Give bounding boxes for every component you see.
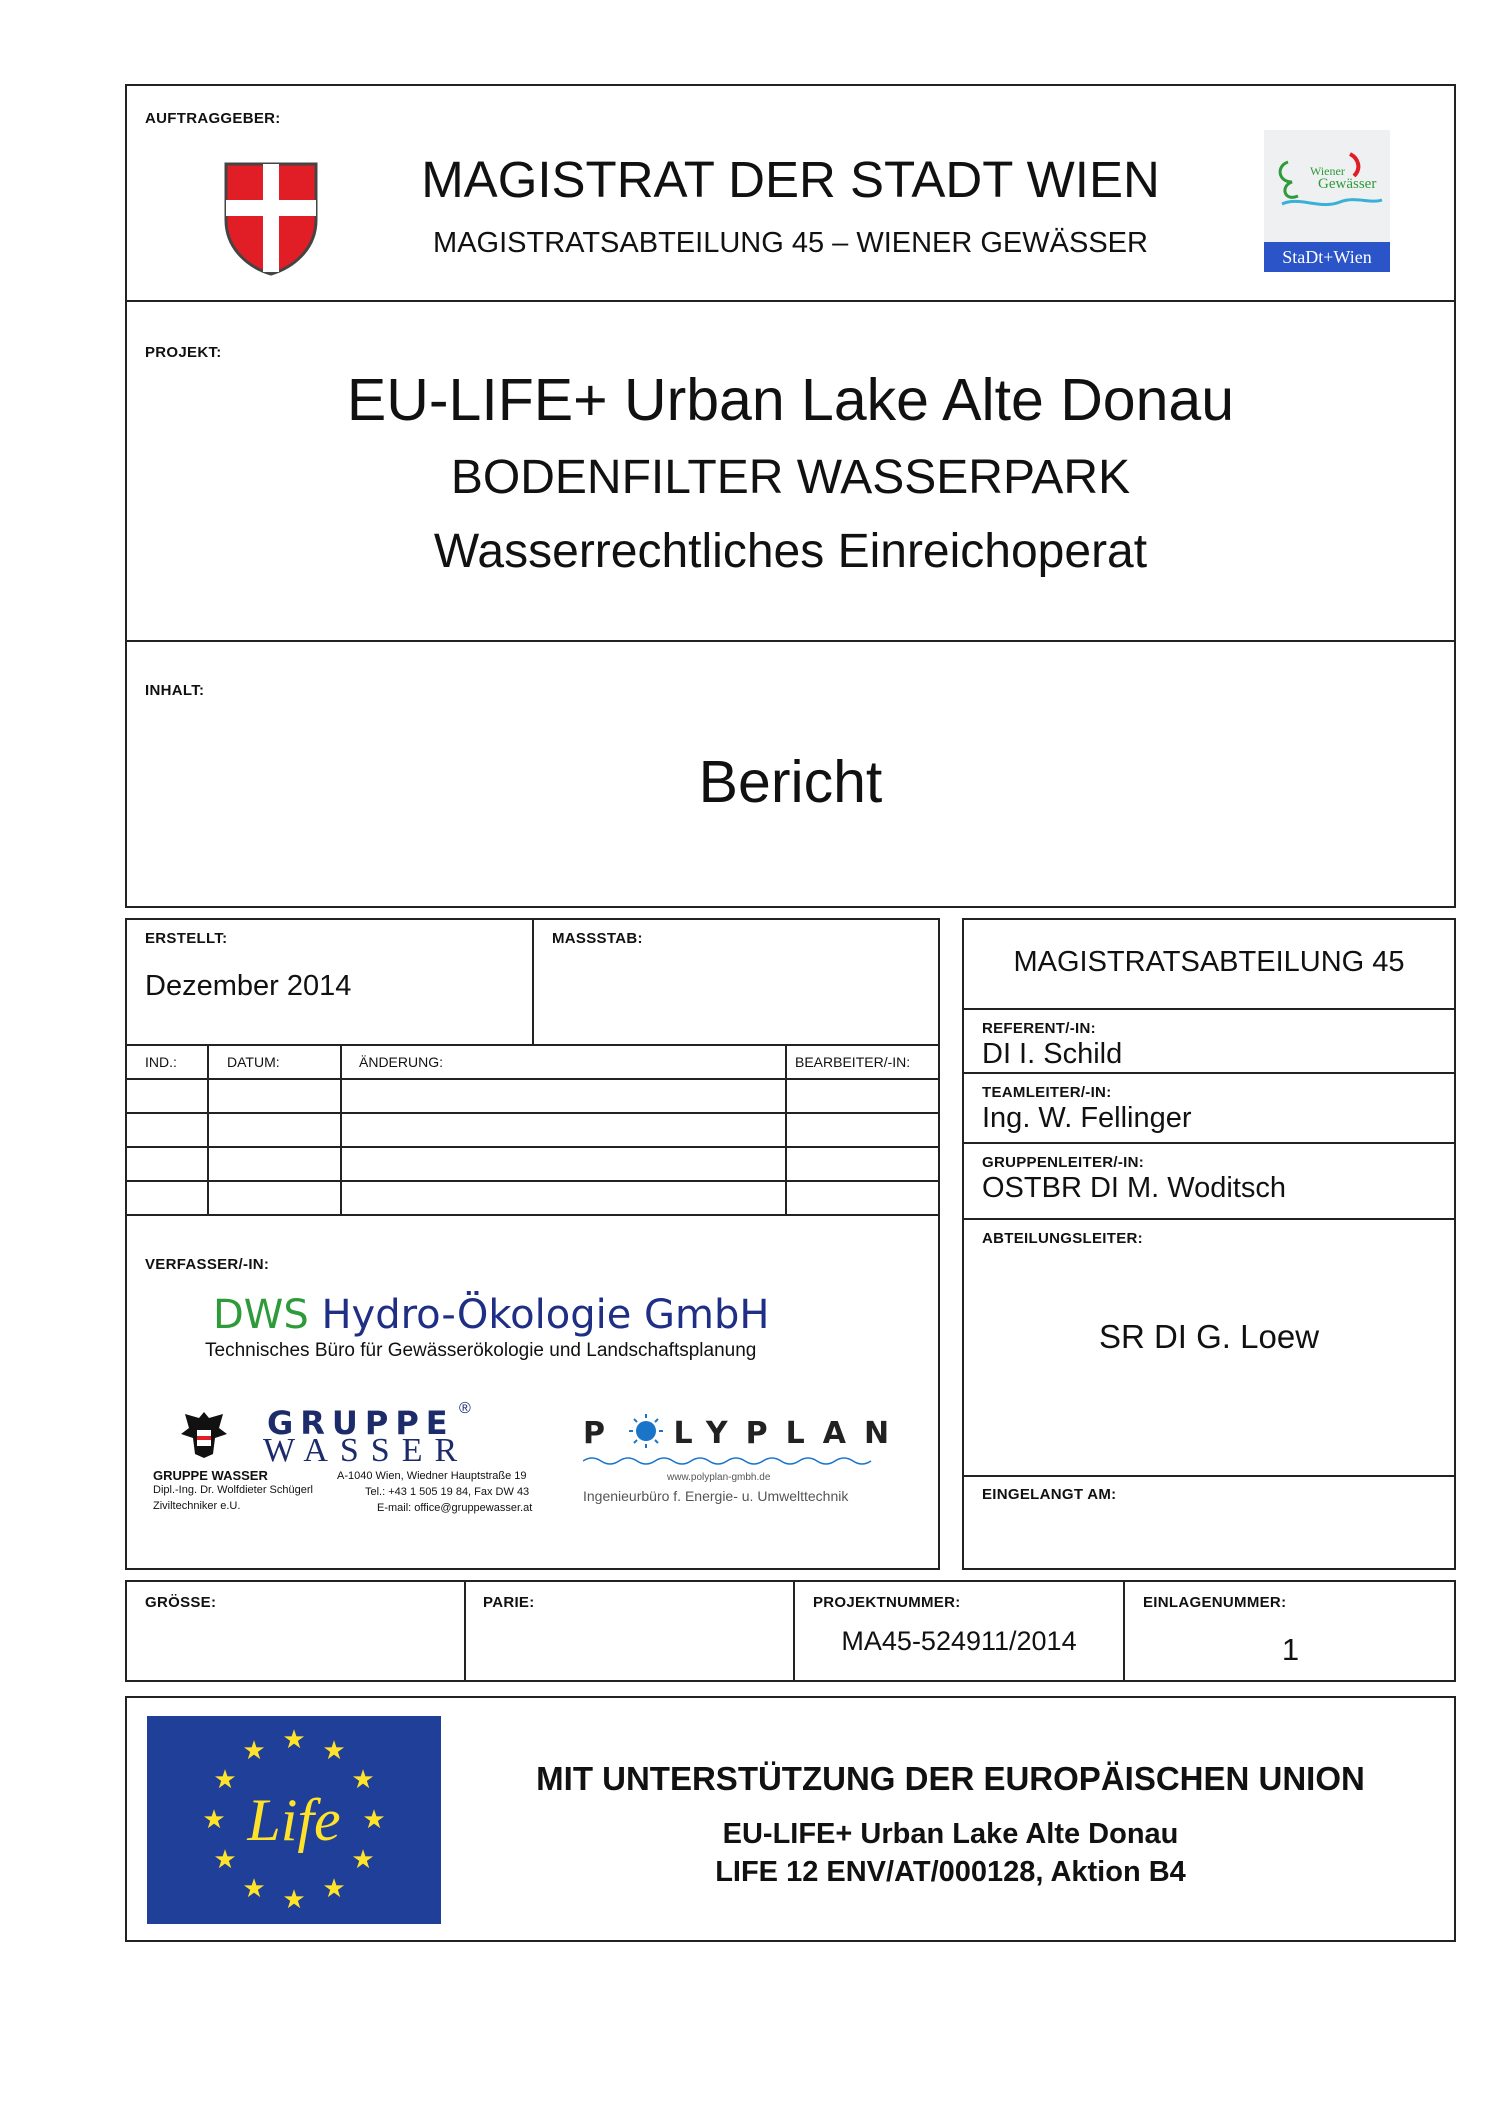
wiener-gewaesser-logo xyxy=(1264,130,1390,272)
svg-text:★: ★ xyxy=(213,1845,237,1875)
footer-col-line xyxy=(464,1582,466,1682)
parie-label: PARIE: xyxy=(483,1594,535,1611)
polyplan-url: www.polyplan-gmbh.de xyxy=(667,1472,771,1483)
created-value: Dezember 2014 xyxy=(145,970,352,1002)
gruppe-wasser-zt: Ziviltechniker e.U. xyxy=(153,1500,241,1512)
gruppe-wasser-word1: GRUPPE xyxy=(267,1404,455,1442)
gruppe-wasser-person: Dipl.-Ing. Dr. Wolfdieter Schügerl xyxy=(153,1484,313,1496)
svg-text:★: ★ xyxy=(322,1874,346,1904)
meta-block xyxy=(125,918,940,1570)
gruppe-wasser-registered: ® xyxy=(459,1400,471,1417)
project-document-type: Wasserrechtliches Einreichoperat xyxy=(433,525,1148,578)
polyplan-wordmark xyxy=(583,1414,907,1451)
svg-text:★: ★ xyxy=(213,1765,237,1795)
eingelangt-label: EINGELANGT AM: xyxy=(982,1486,1117,1503)
abteilungsleiter-label: ABTEILUNGSLEITER: xyxy=(982,1230,1143,1247)
content-label: INHALT: xyxy=(145,682,205,699)
project-block xyxy=(125,300,1456,642)
eu-life-logo-icon xyxy=(147,1716,441,1924)
project-title: EU-LIFE+ Urban Lake Alte Donau xyxy=(346,367,1235,433)
department-divider xyxy=(964,1218,1456,1220)
svg-text:★: ★ xyxy=(242,1874,266,1904)
teamleiter-label: TEAMLEITER/-IN: xyxy=(982,1084,1112,1101)
gruppe-wasser-email: E-mail: office@gruppewasser.at xyxy=(377,1502,533,1514)
table-row-line xyxy=(127,1112,940,1114)
header-subtitle: MAGISTRATSABTEILUNG 45 – WIENER GEWÄSSER xyxy=(433,227,1148,259)
svg-text:★: ★ xyxy=(282,1725,306,1755)
gruppe-wasser-word2: WASSER xyxy=(263,1432,470,1469)
authors-label: VERFASSER/-IN: xyxy=(145,1256,270,1273)
gruppenleiter-label: GRUPPENLEITER/-IN: xyxy=(982,1154,1145,1171)
table-top-line xyxy=(127,1044,940,1046)
created-scale-divider xyxy=(532,920,534,1044)
gruppe-wasser-phone: Tel.: +43 1 505 19 84, Fax DW 43 xyxy=(365,1486,530,1498)
dws-company-name xyxy=(213,1292,769,1338)
table-bottom-line xyxy=(127,1214,940,1216)
polyplan-sun-icon xyxy=(629,1414,663,1448)
life-logo-text: Life xyxy=(247,1787,341,1853)
gruppenleiter-value: OSTBR DI M. Woditsch xyxy=(982,1172,1287,1204)
eu-support-block xyxy=(125,1696,1456,1942)
abteilungsleiter-value: SR DI G. Loew xyxy=(1098,1318,1320,1355)
polyplan-letters: LYPLAN xyxy=(673,1416,908,1451)
polyplan-letter-p: P xyxy=(583,1416,619,1451)
dws-tagline: Technisches Büro für Gewässerökologie und Landschaftsplanung xyxy=(205,1340,757,1361)
svg-text:★: ★ xyxy=(242,1736,266,1766)
project-label: PROJEKT: xyxy=(145,344,222,361)
department-divider xyxy=(964,1475,1456,1477)
referent-label: REFERENT/-IN: xyxy=(982,1020,1096,1037)
referent-value: DI I. Schild xyxy=(982,1038,1123,1070)
svg-text:★: ★ xyxy=(351,1845,375,1875)
svg-text:★: ★ xyxy=(202,1805,226,1835)
size-label: GRÖSSE: xyxy=(145,1594,217,1611)
header-title: MAGISTRAT DER STADT WIEN xyxy=(421,151,1160,208)
department-divider xyxy=(964,1072,1456,1074)
svg-text:★: ★ xyxy=(351,1765,375,1795)
table-col-line xyxy=(207,1044,209,1214)
gruppe-wasser-name: GRUPPE WASSER xyxy=(153,1468,268,1483)
header-block xyxy=(125,84,1456,302)
content-value: Bericht xyxy=(698,749,883,815)
table-col-line xyxy=(340,1044,342,1214)
project-number-value: MA45-524911/2014 xyxy=(841,1626,1077,1656)
gruppe-wasser-address: A-1040 Wien, Wiedner Hauptstraße 19 xyxy=(337,1470,527,1482)
scale-label: MASSSTAB: xyxy=(552,930,643,947)
svg-text:★: ★ xyxy=(362,1805,386,1835)
table-row-line xyxy=(127,1180,940,1182)
table-header-ind: IND.: xyxy=(145,1054,177,1070)
dws-name-prefix: DWS xyxy=(213,1292,309,1338)
dws-name-suffix: Hydro-Ökologie GmbH xyxy=(308,1292,770,1338)
department-block xyxy=(962,918,1456,1570)
wiener-gewaesser-line2: Gewässer xyxy=(1318,176,1377,192)
insert-number-value: 1 xyxy=(1281,1632,1300,1667)
table-header-aenderung: ÄNDERUNG: xyxy=(359,1054,444,1070)
table-header-datum: DATUM: xyxy=(227,1054,280,1070)
department-title: MAGISTRATSABTEILUNG 45 xyxy=(1013,946,1405,978)
wiener-gewaesser-line1: Wiener xyxy=(1310,164,1345,178)
insert-number-label: EINLAGENUMMER: xyxy=(1143,1594,1287,1611)
table-row-line xyxy=(127,1146,940,1148)
department-divider xyxy=(964,1142,1456,1144)
polyplan-waves-icon xyxy=(583,1454,879,1468)
austrian-eagle-icon xyxy=(179,1408,229,1462)
svg-text:★: ★ xyxy=(322,1736,346,1766)
project-number-label: PROJEKTNUMMER: xyxy=(813,1594,961,1611)
eu-heading: MIT UNTERSTÜTZUNG DER EUROPÄISCHEN UNION xyxy=(536,1760,1365,1797)
department-divider xyxy=(964,1008,1456,1010)
eu-project-line1: EU-LIFE+ Urban Lake Alte Donau xyxy=(722,1818,1179,1850)
table-row-line xyxy=(127,1078,940,1080)
content-block xyxy=(125,640,1456,908)
project-subtitle: BODENFILTER WASSERPARK xyxy=(450,451,1131,504)
table-header-bearbeiter: BEARBEITER/-IN: xyxy=(795,1054,911,1070)
eu-project-line2: LIFE 12 ENV/AT/000128, Aktion B4 xyxy=(715,1856,1186,1888)
teamleiter-value: Ing. W. Fellinger xyxy=(982,1102,1192,1134)
svg-text:★: ★ xyxy=(282,1885,306,1915)
client-label: AUFTRAGGEBER: xyxy=(145,110,281,127)
table-col-line xyxy=(785,1044,787,1214)
stadt-wien-band: StaDt+Wien xyxy=(1264,242,1390,272)
created-label: ERSTELLT: xyxy=(145,930,228,947)
polyplan-description: Ingenieurbüro f. Energie- u. Umwelttechnik xyxy=(583,1488,849,1504)
footer-row xyxy=(125,1580,1456,1682)
